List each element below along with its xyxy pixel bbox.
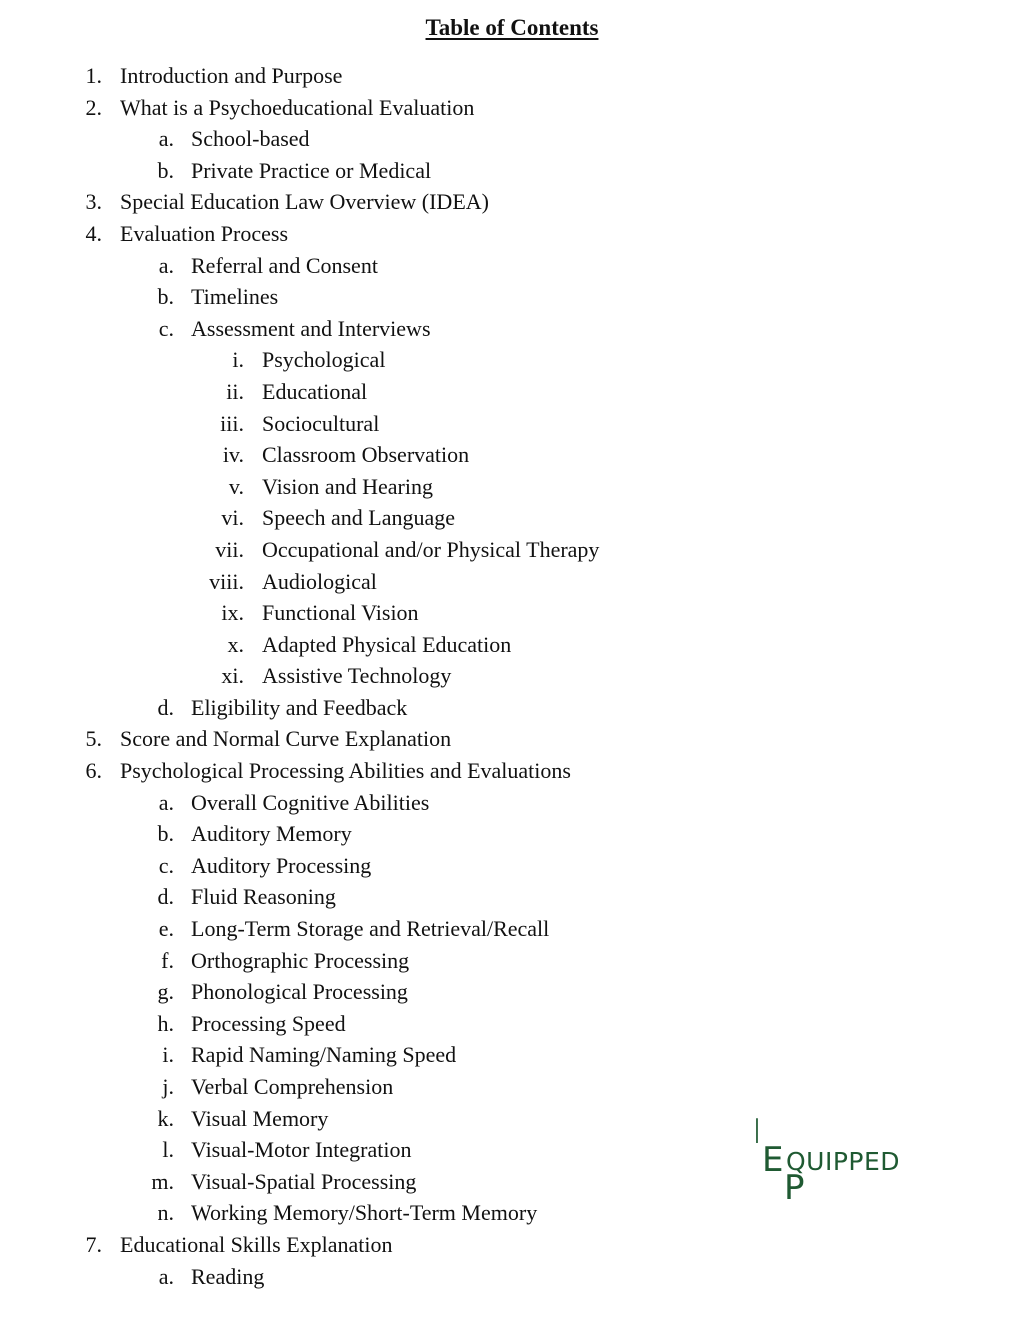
toc-item — [0, 1229, 1024, 1261]
logo-letter-i: I — [752, 1112, 763, 1152]
toc-item-number: d. — [157, 884, 174, 910]
toc-item-text: Visual-Motor Integration — [191, 1137, 412, 1163]
toc-item-number: v. — [228, 473, 244, 499]
toc-item-number: 1. — [85, 63, 102, 88]
toc-item-number: f. — [161, 947, 174, 973]
logo-letter-p: P — [784, 1168, 805, 1208]
toc-item-number: 4. — [85, 220, 102, 246]
toc-item-number: i. — [162, 1042, 174, 1068]
toc-item-text: Occupational and/or Physical Therapy — [262, 536, 600, 562]
toc-item-text: Orthographic Processing — [191, 947, 410, 973]
toc-item — [0, 123, 1024, 155]
toc-item-number: i. — [232, 347, 244, 373]
toc-item — [0, 850, 1024, 882]
toc-item-text: Rapid Naming/Naming Speed — [191, 1042, 457, 1068]
toc-item — [0, 1071, 1024, 1103]
toc-item-text: Evaluation Process — [120, 220, 289, 246]
toc-item-text: Private Practice or Medical — [191, 157, 432, 183]
toc-item — [0, 408, 1024, 440]
toc-item-number: a. — [158, 126, 174, 152]
toc-item-number: 2. — [85, 94, 102, 120]
toc-list — [0, 60, 1024, 1292]
toc-item-text: Processing Speed — [191, 1010, 346, 1036]
toc-item — [0, 534, 1024, 566]
toc-item — [0, 597, 1024, 629]
toc-item-text: Classroom Observation — [262, 442, 470, 468]
toc-item — [0, 60, 1024, 92]
toc-item-text: Eligibility and Feedback — [191, 694, 408, 720]
toc-item-number: b. — [157, 157, 174, 183]
toc-item — [0, 439, 1024, 471]
toc-item-text: Visual Memory — [191, 1105, 329, 1131]
toc-item-text: Phonological Processing — [191, 979, 408, 1005]
toc-item — [0, 692, 1024, 724]
toc-item-text: Working Memory/Short-Term Memory — [191, 1200, 538, 1226]
toc-item — [0, 755, 1024, 787]
toc-item-number: j. — [162, 1074, 174, 1099]
toc-item-number: vi. — [221, 505, 244, 531]
toc-item — [0, 566, 1024, 598]
toc-item-number: 7. — [85, 1231, 102, 1257]
toc-item-number: m. — [151, 1168, 174, 1194]
toc-item-number: 3. — [85, 189, 102, 215]
toc-item-text: Long-Term Storage and Retrieval/Recall — [191, 916, 550, 942]
toc-item — [0, 250, 1024, 282]
toc-item-text: Overall Cognitive Abilities — [191, 789, 430, 815]
toc-item-number: xi. — [221, 663, 244, 689]
toc-item-text: Psychological — [262, 347, 386, 373]
toc-item-number: x. — [227, 631, 244, 657]
toc-item — [0, 1261, 1024, 1293]
toc-item-text: What is a Psychoeducational Evaluation — [120, 94, 475, 120]
toc-item — [0, 976, 1024, 1008]
toc-item — [0, 92, 1024, 124]
toc-item-text: Introduction and Purpose — [120, 63, 343, 88]
toc-item-number: b. — [157, 284, 174, 310]
toc-item-text: School-based — [191, 126, 310, 152]
toc-item — [0, 787, 1024, 819]
toc-item-text: Assessment and Interviews — [191, 315, 431, 341]
toc-item — [0, 913, 1024, 945]
toc-item — [0, 344, 1024, 376]
logo-letter-e: E — [762, 1140, 784, 1180]
toc-item-text: Speech and Language — [262, 505, 456, 531]
toc-item — [0, 629, 1024, 661]
toc-item-text: Educational — [262, 378, 368, 404]
toc-item-number: iv. — [222, 442, 244, 468]
toc-item-number: ix. — [221, 600, 244, 626]
toc-item — [0, 660, 1024, 692]
toc-item — [0, 881, 1024, 913]
toc-item-text: Special Education Law Overview (IDEA) — [120, 189, 489, 215]
toc-item — [0, 1039, 1024, 1071]
toc-item — [0, 471, 1024, 503]
toc-item-text: Auditory Processing — [191, 852, 372, 878]
toc-item-number: ii. — [226, 378, 244, 404]
logo-letters-quipped: QUIPPED — [786, 1147, 901, 1176]
toc-item — [0, 218, 1024, 250]
toc-item — [0, 502, 1024, 534]
toc-item — [0, 376, 1024, 408]
toc-item-text: Sociocultural — [262, 410, 380, 436]
toc-item-number: e. — [158, 916, 174, 942]
toc-item-text: Score and Normal Curve Explanation — [120, 726, 452, 752]
toc-item-text: Assistive Technology — [262, 663, 452, 689]
toc-item-text: Adapted Physical Education — [262, 631, 512, 657]
toc-item — [0, 155, 1024, 187]
page-title: Table of Contents — [425, 15, 599, 40]
toc-item-number: vii. — [215, 536, 244, 562]
toc-item-number: c. — [158, 315, 174, 341]
toc-item — [0, 945, 1024, 977]
toc-item-text: Visual-Spatial Processing — [191, 1168, 417, 1194]
toc-item — [0, 281, 1024, 313]
toc-item — [0, 313, 1024, 345]
toc-item-number: h. — [157, 1010, 174, 1036]
toc-item-text: Timelines — [191, 284, 279, 310]
toc-item-number: a. — [158, 252, 174, 278]
toc-item-text: Functional Vision — [262, 600, 419, 626]
toc-item-number: n. — [157, 1200, 174, 1226]
toc-item-number: 6. — [85, 758, 102, 784]
toc-item-number: viii. — [209, 568, 244, 594]
toc-item-text: Verbal Comprehension — [191, 1074, 394, 1099]
toc-item-number: l. — [162, 1137, 174, 1163]
toc-item-text: Audiological — [262, 568, 377, 594]
toc-item-text: Referral and Consent — [191, 252, 378, 278]
toc-item-text: Fluid Reasoning — [191, 884, 336, 910]
toc-item-number: d. — [157, 694, 174, 720]
toc-item-text: Auditory Memory — [191, 821, 352, 847]
toc-item-number: k. — [157, 1105, 174, 1131]
toc-item-text: Vision and Hearing — [262, 473, 433, 499]
toc-item — [0, 818, 1024, 850]
toc-item-number: g. — [157, 979, 174, 1005]
toc-item-number: b. — [157, 821, 174, 847]
toc-item-number: a. — [158, 1263, 174, 1289]
toc-item-number: a. — [158, 789, 174, 815]
toc-item-number: 5. — [85, 726, 102, 752]
toc-item — [0, 186, 1024, 218]
toc-item-text: Psychological Processing Abilities and Evaluations — [120, 758, 571, 784]
toc-item-number: iii. — [220, 410, 244, 436]
toc-item — [0, 723, 1024, 755]
toc-item-number: c. — [158, 852, 174, 878]
toc-item — [0, 1008, 1024, 1040]
iep-equipped-logo — [748, 1112, 918, 1206]
toc-item-text: Educational Skills Explanation — [120, 1231, 393, 1257]
toc-item-text: Reading — [191, 1263, 265, 1289]
